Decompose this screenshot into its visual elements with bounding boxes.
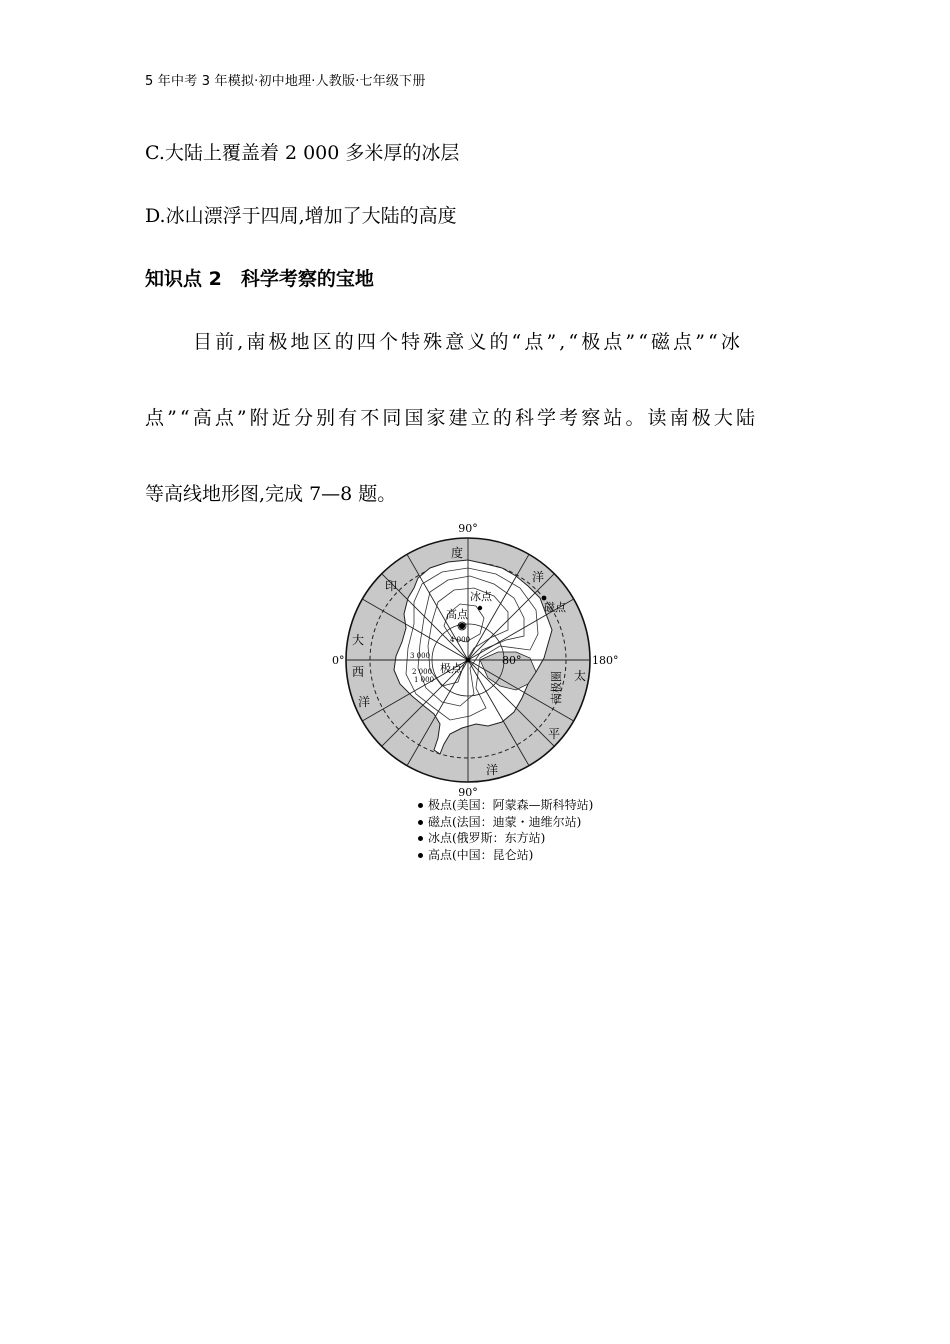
indian-ocean-char-3: 洋: [532, 570, 545, 584]
legend-item: [418, 797, 593, 814]
legend-dot-icon: [418, 853, 423, 858]
pacific-ocean-char-2: 平: [548, 727, 561, 741]
legend-dot-icon: [418, 803, 423, 808]
high-point-dot: [459, 623, 464, 628]
option-c: C.大陆上覆盖着 2 000 多米厚的冰层: [145, 142, 460, 164]
paragraph-line-2: 点”“高点”附近分别有不同国家建立的科学考察站。读南极大陆: [145, 407, 759, 429]
lon-label-left: 0°: [332, 654, 345, 667]
contour-label-1000: 1 000: [414, 676, 435, 684]
ice-point-label: 冰点: [470, 590, 492, 603]
contour-label-3000: 3 000: [410, 652, 431, 660]
pole-point-dot: [466, 658, 471, 663]
legend-item-label: 冰点(俄罗斯：东方站): [428, 831, 546, 845]
option-d: D.冰山漂浮于四周,增加了大陆的高度: [145, 205, 457, 227]
antarctica-contour-map: [330, 518, 630, 808]
contour-label-4000: 4 000: [450, 636, 471, 644]
antarctic-circle-label: 南极圈: [550, 671, 563, 704]
pacific-ocean-char-3: 洋: [486, 763, 499, 777]
lat-label-80: 80°: [502, 654, 522, 667]
ice-point-dot: [478, 606, 482, 610]
atlantic-ocean-char-3: 洋: [358, 695, 371, 709]
pole-point-label: 极点: [440, 662, 462, 675]
legend-item-label: 极点(美国：阿蒙森—斯科特站): [428, 798, 594, 812]
lon-label-right: 180°: [592, 654, 619, 667]
map-legend: [418, 797, 593, 863]
legend-item: [418, 814, 593, 831]
high-point-label: 高点: [446, 608, 468, 621]
paragraph-line-1: 目前,南极地区的四个特殊意义的“点”,“极点”“磁点”“冰: [193, 331, 743, 353]
atlantic-ocean-char-1: 大: [352, 633, 365, 647]
legend-item-label: 磁点(法国：迪蒙・迪维尔站): [428, 814, 582, 829]
contour-label-2000: 2 000: [412, 668, 433, 676]
legend-dot-icon: [418, 836, 423, 841]
lon-label-top: 90°: [458, 522, 478, 535]
magnetic-point-dot: [542, 596, 547, 601]
legend-item: [418, 830, 593, 847]
indian-ocean-char-1: 印: [385, 579, 398, 593]
page-header: 5 年中考 3 年模拟·初中地理·人教版·七年级下册: [145, 74, 426, 89]
indian-ocean-char-2: 度: [451, 546, 464, 560]
section-title: 知识点 2 科学考察的宝地: [145, 268, 374, 290]
paragraph-line-3: 等高线地形图,完成 7—8 题。: [145, 483, 397, 505]
legend-item-label: 高点(中国：昆仑站): [428, 847, 534, 862]
magnetic-point-label: 磁点: [544, 601, 566, 614]
lon-label-bottom: 90°: [458, 786, 478, 799]
legend-dot-icon: [418, 820, 423, 825]
legend-item: [418, 847, 593, 864]
pacific-ocean-char-1: 太: [574, 669, 587, 683]
atlantic-ocean-char-2: 西: [352, 665, 365, 679]
